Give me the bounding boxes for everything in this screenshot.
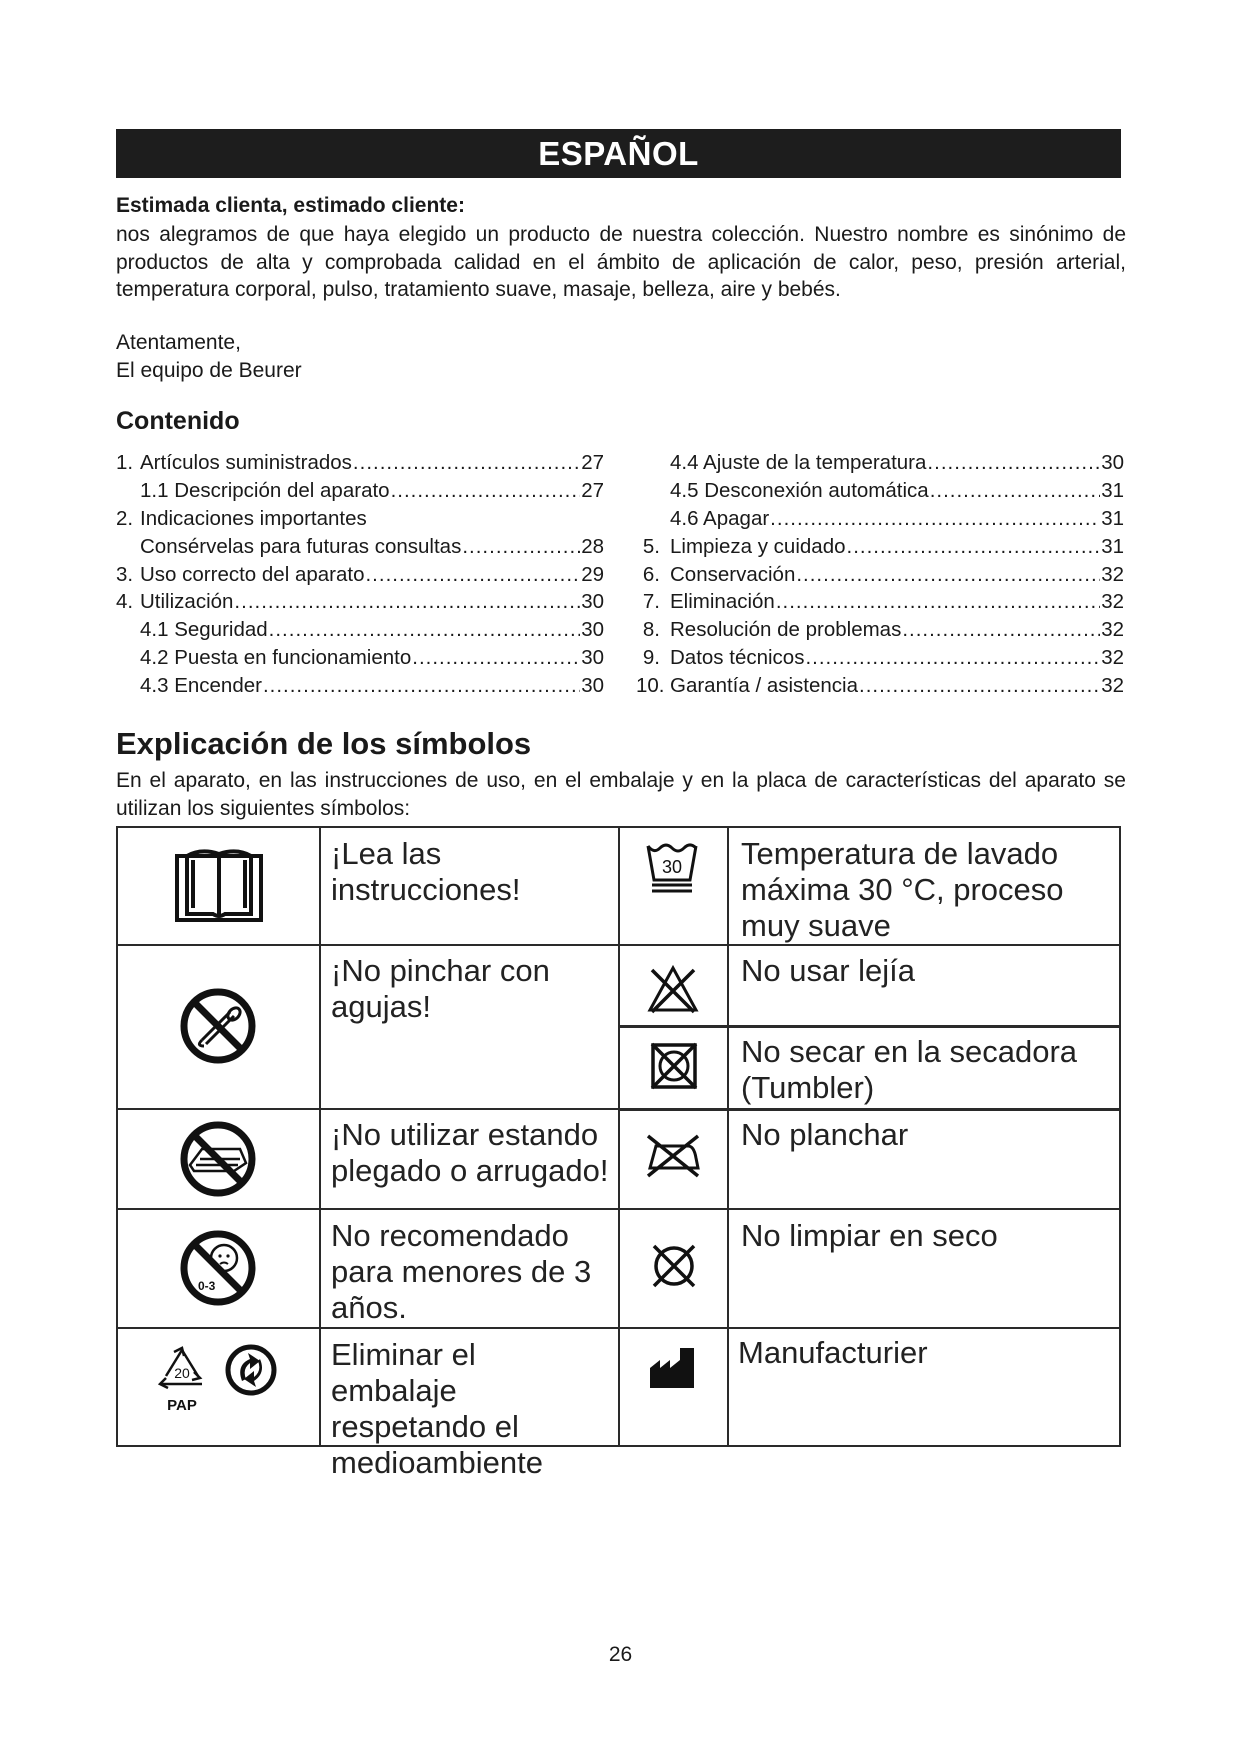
toc-entry[interactable] [116, 644, 604, 672]
age-range-label: 0-3 [198, 1279, 216, 1293]
toc-number: 5. [642, 534, 660, 558]
toc-entry[interactable] [636, 588, 1124, 616]
recycle-material-label: PAP [167, 1397, 197, 1414]
toc-page: 29 [581, 562, 604, 586]
toc-number: 2. [116, 506, 134, 530]
toc-leader [234, 588, 580, 616]
table-divider [618, 1208, 1121, 1210]
toc-label: Limpieza y cuidado [670, 534, 846, 558]
toc-leader [847, 533, 1101, 561]
table-divider [618, 1025, 1121, 1028]
toc-page: 31 [1101, 534, 1124, 558]
greeting-signature: El equipo de Beurer [116, 359, 302, 382]
toc-entry[interactable] [116, 533, 604, 561]
toc-number: 10. [636, 674, 665, 698]
toc-entry[interactable] [116, 561, 604, 589]
symbol-text-manufacturer: Manufacturier [738, 1335, 928, 1370]
wash-30-icon [644, 840, 700, 896]
recycle-code-label: 20 [174, 1365, 190, 1381]
toc-page: 30 [581, 674, 604, 698]
toc-page: 31 [1101, 506, 1124, 530]
toc-number: 4. [116, 590, 134, 614]
toc-entry[interactable] [116, 672, 604, 700]
wash-temp-label: 30 [661, 857, 683, 877]
symbol-text-no-iron: No planchar [741, 1117, 909, 1152]
toc-leader [902, 616, 1100, 644]
toc-entry[interactable] [636, 533, 1124, 561]
toc-entry[interactable] [636, 449, 1124, 477]
table-divider [618, 1327, 1121, 1329]
green-dot-icon [224, 1343, 278, 1397]
no-folded-icon [178, 1119, 258, 1199]
toc-page: 31 [1101, 478, 1124, 502]
toc-label: 4.3 Encender [140, 674, 262, 698]
toc-leader [927, 449, 1100, 477]
toc-entry[interactable] [636, 561, 1124, 589]
toc-leader [859, 672, 1100, 700]
greeting-closing: Atentamente, [116, 331, 241, 354]
table-border [1119, 826, 1121, 1447]
toc-leader [263, 672, 580, 700]
toc-page: 32 [1101, 562, 1124, 586]
toc-right-column [636, 449, 1124, 700]
toc-leader [365, 561, 580, 589]
toc-number: 6. [642, 562, 660, 586]
toc-label: Indicaciones importantes [140, 506, 367, 530]
toc-entry[interactable] [636, 477, 1124, 505]
no-iron-icon [644, 1130, 702, 1180]
no-bleach-icon [646, 964, 700, 1016]
toc-page: 32 [1101, 590, 1124, 614]
toc-entry[interactable] [636, 505, 1124, 533]
toc-entry[interactable] [116, 477, 604, 505]
toc-label: Artículos suministrados [140, 451, 352, 474]
toc-label: 4.6 Apagar [670, 506, 770, 530]
table-divider [116, 1108, 619, 1110]
toc-leader [770, 505, 1100, 533]
toc-label: 4.2 Puesta en funcionamiento [140, 646, 412, 670]
table-divider [727, 826, 729, 1447]
toc-leader [776, 588, 1100, 616]
symbol-text-no-dry-clean: No limpiar en seco [741, 1218, 998, 1253]
toc-label: 1.1 Descripción del aparato [140, 478, 390, 502]
toc-entry[interactable] [636, 616, 1124, 644]
toc-page: 30 [581, 618, 604, 642]
toc-label: Resolución de problemas [670, 618, 902, 642]
toc-page: 32 [1101, 646, 1124, 670]
toc-page: 28 [581, 534, 604, 558]
toc-entry[interactable] [116, 505, 604, 533]
table-divider [319, 826, 321, 1447]
toc-leader [462, 533, 580, 561]
toc-page: 32 [1101, 618, 1124, 642]
no-tumble-dry-icon [648, 1040, 700, 1092]
toc-label: 4.5 Desconexión automática [670, 478, 929, 502]
toc-label: 4.4 Ajuste de la temperatura [670, 451, 927, 474]
toc-entry[interactable] [116, 588, 604, 616]
toc-entry[interactable] [636, 644, 1124, 672]
toc-leader [269, 616, 581, 644]
toc-label: Datos técnicos [670, 646, 805, 670]
table-divider [116, 1208, 619, 1210]
open-book-icon [171, 844, 267, 924]
contents-title: Contenido [116, 407, 240, 435]
symbol-text-no-tumble-dry: No secar en la secadora (Tumbler) [741, 1034, 1078, 1105]
table-divider [618, 1108, 1121, 1111]
toc-number: 1. [116, 451, 134, 474]
toc-page: 27 [581, 478, 604, 502]
symbols-intro: En el aparato, en las instrucciones de uso, en el embalaje y en la placa de características del aparato se utilizan los siguientes símbolos: [116, 769, 1126, 820]
toc-number: 7. [642, 590, 660, 614]
table-divider [618, 944, 1121, 946]
symbol-text-not-under-3: No recomendado para menores de 3 años. [331, 1218, 592, 1325]
toc-entry[interactable] [116, 449, 604, 477]
table-divider [618, 826, 620, 1447]
toc-label: Eliminación [670, 590, 775, 614]
symbol-text-no-folded: ¡No utilizar estando plegado o arrugado! [331, 1117, 609, 1188]
toc-number: 8. [642, 618, 660, 642]
toc-left-column [116, 449, 604, 700]
toc-leader [353, 449, 580, 477]
toc-label: 4.1 Seguridad [140, 618, 268, 642]
toc-leader [412, 644, 580, 672]
symbol-text-wash-30: Temperatura de lavado máxima 30 °C, proceso muy suave [741, 836, 1064, 943]
recycle-pap-icon [144, 1342, 220, 1418]
toc-label: Utilización [140, 590, 234, 614]
greeting-body: nos alegramos de que haya elegido un producto de nuestra colección. Nuestro nombre es sinónimo de productos de alta y comprobada calidad en el ámbito de aplicación de calor, peso, presión arterial, temperatura corporal, pulso, tratamiento suave, masaje, belleza, aire y bebés. [116, 223, 1126, 301]
no-needles-icon [178, 986, 258, 1066]
toc-page: 30 [581, 590, 604, 614]
no-dry-clean-icon [648, 1240, 700, 1292]
toc-leader [930, 477, 1101, 505]
toc-leader [805, 644, 1100, 672]
language-header: ESPAÑOL [116, 129, 1121, 178]
toc-label: Conservación [670, 562, 796, 586]
not-under-3-icon [178, 1228, 258, 1308]
symbol-text-dispose-packaging: Eliminar el embalaje respetando el medioambiente [331, 1337, 543, 1480]
toc-label: Uso correcto del aparato [140, 562, 365, 586]
symbols-title: Explicación de los símbolos [116, 726, 532, 761]
manufacturer-icon [648, 1346, 696, 1390]
toc-leader [796, 561, 1100, 589]
greeting-title: Estimada clienta, estimado cliente: [116, 194, 465, 217]
toc-label: Garantía / asistencia [670, 674, 859, 698]
toc-page: 30 [1101, 451, 1124, 474]
table-divider [116, 1327, 619, 1329]
page-number: 26 [608, 1643, 633, 1666]
table-divider [116, 944, 619, 946]
symbol-text-read-instructions: ¡Lea las instrucciones! [331, 836, 521, 907]
symbol-text-no-bleach: No usar lejía [741, 953, 916, 988]
symbols-table [116, 826, 1121, 1480]
table-border [116, 826, 118, 1447]
toc-page: 30 [581, 646, 604, 670]
toc-page: 32 [1101, 674, 1124, 698]
symbol-text-no-needles: ¡No pinchar con agujas! [331, 953, 550, 1024]
toc-entry[interactable] [636, 672, 1124, 700]
toc-leader [391, 477, 581, 505]
toc-number: 9. [642, 646, 660, 670]
toc-label: Consérvelas para futuras consultas [140, 534, 462, 558]
toc-number: 3. [116, 562, 134, 586]
toc-page: 27 [581, 451, 604, 474]
toc-entry[interactable] [116, 616, 604, 644]
